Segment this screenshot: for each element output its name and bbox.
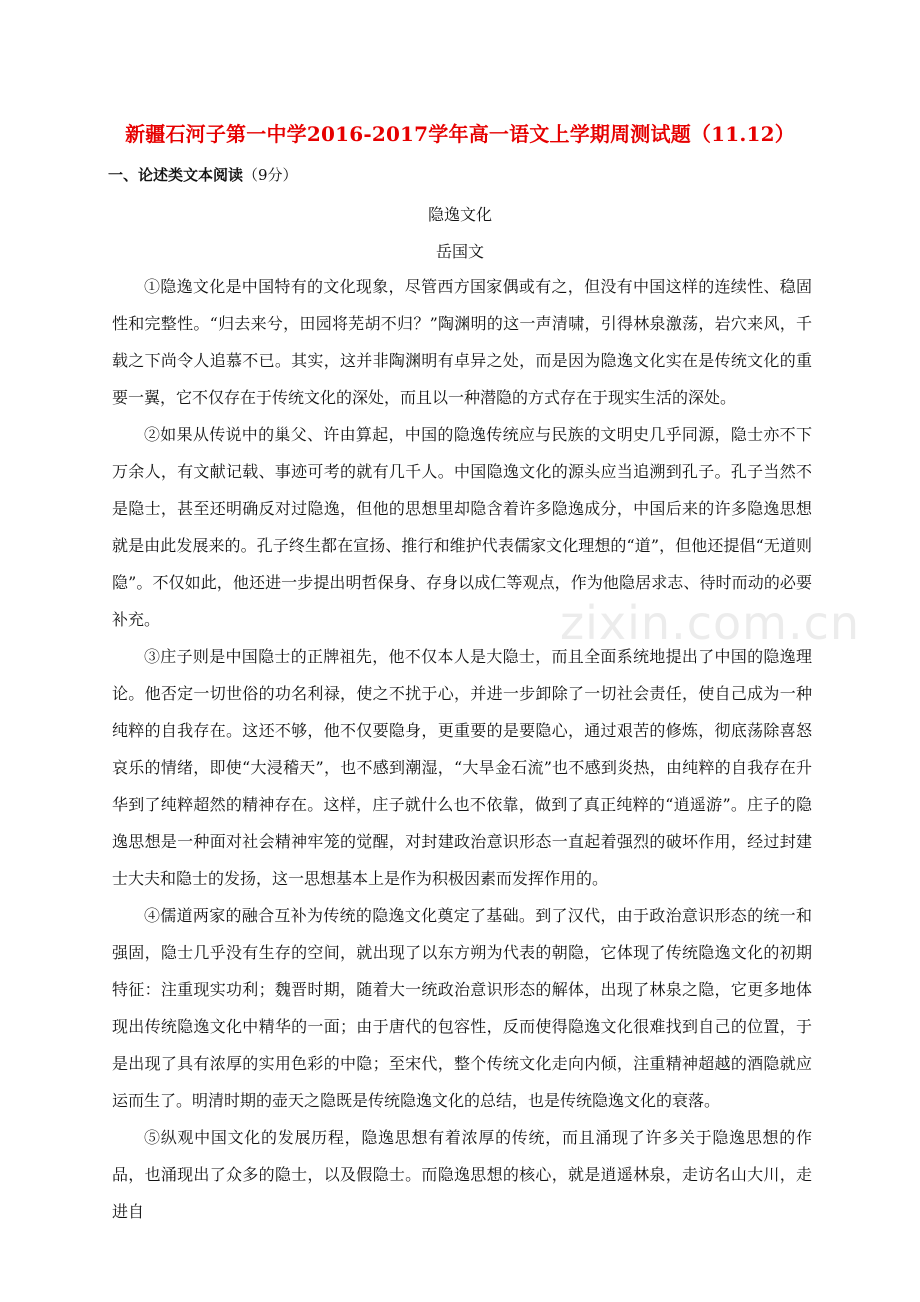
section-points: （9分） bbox=[243, 166, 298, 184]
paragraph-2: ②如果从传说中的巢父、许由算起，中国的隐逸传统应与民族的文明史几乎同源，隐士亦不下万余人，有文献记载、事迹可考的就有几千人。中国隐逸文化的源头应当追溯到孔子。孔子当然不是隐士，甚至还明确反对过隐逸，但他的思想里却隐含着许多隐逸成分，中国后来的许多隐逸思想就是由此发展来的。孔子终生都在宣扬、推行和维护代表儒家文化理想的“道”，但他还提倡“无道则隐”。不仅如此，他还进一步提出明哲保身、存身以成仁等观点，作为他隐居求志、待时而动的必要补充。 bbox=[112, 425, 812, 629]
paragraph-1: ①隐逸文化是中国特有的文化现象，尽管西方国家偶或有之，但没有中国这样的连续性、稳固性和完整性。“归去来兮，田园将芜胡不归？”陶渊明的这一声清啸，引得林泉激荡，岩穴来风，千载之下尚令人追慕不已。其实，这并非陶渊明有卓异之处，而是因为隐逸文化实在是传统文化的重要一翼，它不仅存在于传统文化的深处，而且以一种潜隐的方式存在于现实生活的深处。 bbox=[112, 277, 812, 407]
paragraph-3: ③庄子则是中国隐士的正牌祖先，他不仅本人是大隐士，而且全面系统地提出了中国的隐逸理论。他否定一切世俗的功名利禄，使之不扰于心，并进一步卸除了一切社会责任，使自己成为一种纯粹的自我存在。这还不够，他不仅要隐身，更重要的是要隐心，通过艰苦的修炼，彻底荡除喜怒哀乐的情绪，即使“大浸稽天”，也不感到潮湿，“大旱金石流”也不感到炎热，由纯粹的自我存在升华到了纯粹超然的精神存在。这样，庄子就什么也不依靠，做到了真正纯粹的“逍遥游”。庄子的隐逸思想是一种面对社会精神牢笼的觉醒，对封建政治意识形态一直起着强烈的破坏作用，经过封建士大夫和隐士的发扬，这一思想基本上是作为积极因素而发挥作用的。 bbox=[112, 647, 812, 888]
paragraph-4: ④儒道两家的融合互补为传统的隐逸文化奠定了基础。到了汉代，由于政治意识形态的统一和强固，隐士几乎没有生存的空间，就出现了以东方朔为代表的朝隐，它体现了传统隐逸文化的初期特征：注重现实功利；魏晋时期，随着大一统政治意识形态的解体，出现了林泉之隐，它更多地体现出传统隐逸文化中精华的一面；由于唐代的包容性，反而使得隐逸文化很难找到自己的位置，于是出现了具有浓厚的实用色彩的中隐；至宋代，整个传统文化走向内倾，注重精神超越的酒隐就应运而生了。明清时期的壶天之隐既是传统隐逸文化的总结，也是传统隐逸文化的衰落。 bbox=[112, 906, 812, 1110]
article-body bbox=[112, 268, 812, 1230]
paragraph-5: ⑤纵观中国文化的发展历程，隐逸思想有着浓厚的传统，而且涌现了许多关于隐逸思想的作品，也涌现出了众多的隐士，以及假隐士。而隐逸思想的核心，就是逍遥林泉，走访名山大川，走进自 bbox=[112, 1128, 812, 1221]
article-title: 隐逸文化 bbox=[427, 205, 492, 224]
section-heading-label: 一、论述类文本阅读 bbox=[108, 166, 244, 184]
article-author: 岳国文 bbox=[435, 242, 484, 261]
page-title: 新疆石河子第一中学2016-2017学年高一语文上学期周测试题（11.12） bbox=[125, 122, 795, 146]
watermark-text: zixin.com.cn bbox=[560, 596, 861, 650]
section-heading bbox=[108, 164, 298, 185]
